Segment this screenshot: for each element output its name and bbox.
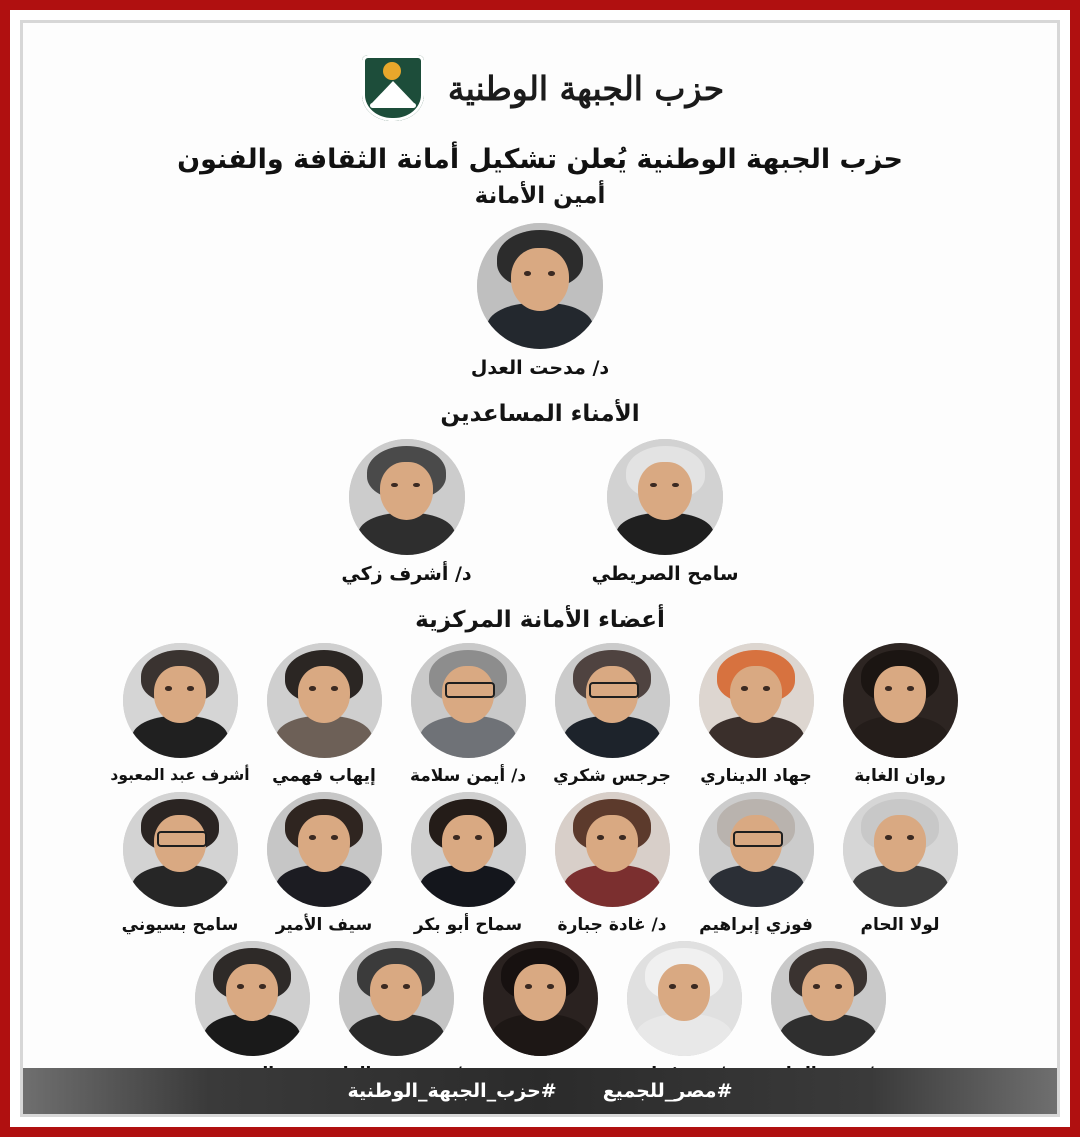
section-title-deputies: الأمناء المساعدين [440, 400, 640, 427]
person-card [620, 941, 748, 1084]
secretary-row [23, 223, 1057, 379]
avatar [555, 643, 670, 758]
avatar [483, 941, 598, 1056]
section-title-secretary: أمين الأمانة [474, 182, 606, 209]
person-card [548, 792, 676, 935]
section-title-members: أعضاء الأمانة المركزية [415, 606, 665, 633]
avatar [411, 643, 526, 758]
person-card [110, 643, 250, 784]
avatar [843, 792, 958, 907]
person-card [188, 941, 316, 1084]
avatar [477, 223, 603, 349]
person-name: لولا الحام [860, 914, 940, 935]
person-card [260, 643, 388, 786]
avatar [555, 792, 670, 907]
avatar [195, 941, 310, 1056]
person-card [116, 792, 244, 935]
person-card [471, 223, 609, 379]
avatar [843, 643, 958, 758]
members-row-3 [23, 941, 1057, 1084]
person-name: د/ مدحت العدل [470, 356, 610, 379]
avatar [411, 792, 526, 907]
party-wordmark: حزب الجبهة الوطنية [447, 68, 725, 108]
person-card [692, 643, 820, 786]
person-card [404, 643, 532, 786]
person-name: سماح أبو بكر [413, 914, 523, 935]
person-name: جهاد الديناري [700, 765, 812, 786]
person-name: سيف الأمير [275, 914, 373, 935]
avatar [267, 792, 382, 907]
person-card [404, 792, 532, 935]
person-card [548, 643, 676, 786]
person-card [592, 439, 739, 585]
person-name: د/ أيمن سلامة [409, 765, 527, 786]
avatar [627, 941, 742, 1056]
person-card [476, 941, 604, 1084]
avatar [699, 792, 814, 907]
avatar [699, 643, 814, 758]
hashtag-egypt: #مصر_للجميع [602, 1080, 733, 1102]
person-name: روان الغابة [854, 765, 946, 786]
person-card [260, 792, 388, 935]
person-name: د/ غادة جبارة [557, 914, 667, 935]
person-name: إيهاب فهمي [272, 765, 376, 786]
members-row-1 [23, 643, 1057, 786]
page-title: حزب الجبهة الوطنية يُعلن تشكيل أمانة الثقافة والفنون [177, 144, 903, 175]
party-shield-logo-icon [356, 49, 430, 127]
poster-inner-frame [20, 20, 1060, 1117]
person-name: جرجس شكري [553, 765, 671, 786]
avatar [771, 941, 886, 1056]
avatar [339, 941, 454, 1056]
poster-footer [23, 1068, 1057, 1114]
person-card [836, 643, 964, 786]
person-card [692, 792, 820, 935]
person-name: أشرف عبد المعبود [110, 765, 250, 784]
person-name: سامح بسيوني [121, 914, 239, 935]
members-row-2 [23, 792, 1057, 935]
person-card [332, 941, 460, 1084]
avatar [349, 439, 465, 555]
person-card [764, 941, 892, 1084]
person-name: فوزي إبراهيم [699, 914, 813, 935]
person-name: سامح الصريطي [591, 562, 739, 585]
avatar [267, 643, 382, 758]
avatar [607, 439, 723, 555]
deputies-row [23, 439, 1057, 585]
person-name: د/ أشرف زكي [341, 562, 472, 585]
person-card [341, 439, 471, 585]
avatar [123, 792, 238, 907]
hashtag-party: #حزب_الجبهة_الوطنية [347, 1080, 557, 1102]
poster-header [23, 23, 1057, 127]
person-card [836, 792, 964, 935]
avatar [123, 643, 238, 758]
